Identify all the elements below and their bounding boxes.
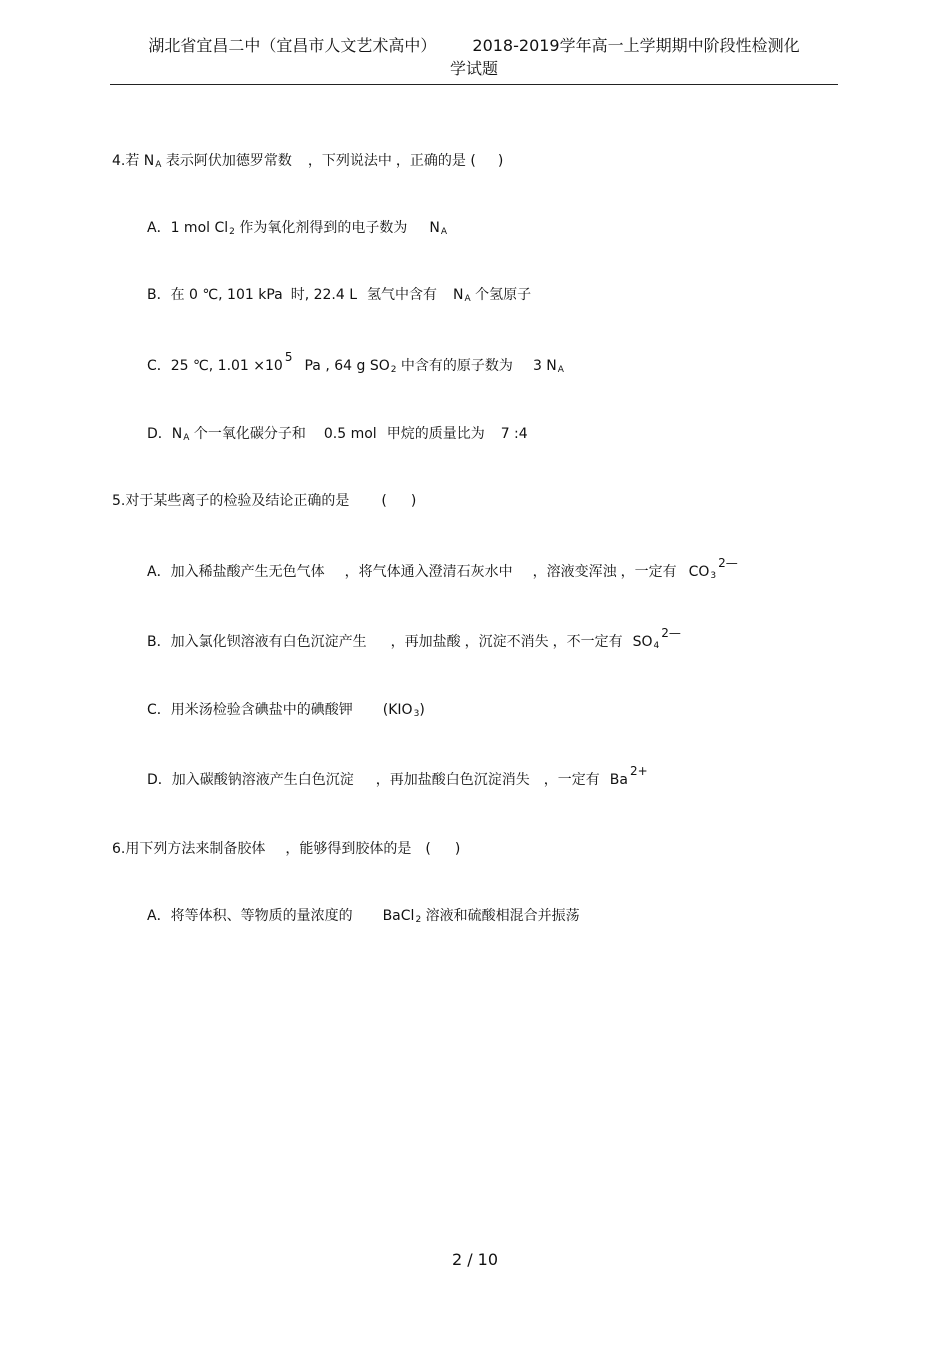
question-4-option-a [147,219,447,241]
subscript: 2 [415,915,422,925]
option-text: 中含有的原子数为 [396,358,513,374]
option-text: 个一氧化碳分子和 [189,426,306,442]
option-text: 3 N [532,358,557,374]
subscript: 3 [710,571,717,581]
option-text: B．在 0 ℃, 101 kPa [147,287,283,303]
q6-stem-part: ( [425,841,431,857]
q4-stem-part: 表示阿伏加德罗常数 [161,153,292,169]
q6-stem-part: ，能够得到胶体的是 [285,841,412,857]
option-text: ，再加盐酸白色沉淀消失 [375,772,530,788]
header-title-part2: 学试题 [449,59,498,78]
q4-stem-part: 4.若 N [112,153,155,169]
option-text: 作为氧化剂得到的电子数为 [234,220,408,236]
option-text: C．用米汤检验含碘盐中的碘酸钾 [147,702,353,718]
q4-stem-sub: A [155,160,162,170]
option-text: C．25 ℃, 1.01 ×10 [147,358,283,374]
q5-stem-part: ( [381,493,387,509]
subscript: A [440,227,447,237]
option-text: N [453,287,464,303]
option-text: ，沉淀不消失 [464,634,549,650]
subscript: A [557,365,564,375]
question-4-option-d [147,425,528,447]
option-text: ) [419,702,425,718]
subscript: 2 [390,365,397,375]
question-6-option-a [147,907,580,929]
subscript: 2 [229,227,235,237]
option-text: ，一定有 [620,564,677,580]
header-school: 湖北省宜昌二中（宜昌市人文艺术高中） [148,36,437,55]
option-text: ，溶液变浑浊 [532,564,617,580]
page-number: 2 / 10 [451,1250,499,1269]
question-5-stem [112,492,416,510]
option-text: A．将等体积、等物质的量浓度的 [147,908,353,924]
option-text: ，一定有 [543,772,600,788]
option-text: 0.5 mol [323,426,377,442]
header-title-part1: 2018-2019学年高一上学期期中阶段性检测化 [472,36,800,55]
superscript: 5 [284,350,293,364]
q4-stem-part: ，正确的是 ( [395,153,476,169]
option-text: 时, 22.4 L [290,287,358,303]
option-text: 7 :4 [500,426,528,442]
page-header [110,34,838,80]
option-text: A．加入稀盐酸产生无色气体 [147,564,325,580]
q6-stem-part: ) [454,841,461,857]
subscript: 4 [653,641,660,651]
question-4-stem [112,152,503,174]
superscript: 2— [718,556,738,570]
subscript: A [183,433,190,443]
option-text: CO [688,564,710,580]
q4-stem-part: ) [497,153,504,169]
header-divider [110,84,838,85]
option-text: 甲烷的质量比为 [386,426,485,442]
superscript: 2— [661,626,681,640]
subscript: 3 [413,709,420,719]
question-4-option-c [147,350,564,379]
q4-stem-part: ，下列说法中 [307,153,392,169]
option-text: ，将气体通入澄清石灰水中 [344,564,513,580]
option-text: A．1 mol Cl [147,220,229,236]
option-text: D．N [147,426,183,442]
option-text: 氢气中含有 [367,287,438,303]
option-text: N [429,220,440,236]
question-5-option-a [147,556,738,585]
q5-stem-part: ) [410,493,417,509]
option-text: 个氢原子 [470,287,532,303]
question-5-option-c [147,701,425,723]
option-text: BaCl [382,908,415,924]
question-5-option-d [147,764,648,789]
option-text: B．加入氯化钡溶液有白色沉淀产生 [147,634,367,650]
option-text: D．加入碳酸钠溶液产生白色沉淀 [147,772,354,788]
option-text: Pa , 64 g SO [304,358,390,374]
superscript: 2+ [629,764,648,778]
question-4-option-b [147,286,531,308]
option-text: Ba [609,772,628,788]
q5-stem-part: 5.对于某些离子的检验及结论正确的是 [112,493,350,509]
option-text: ，再加盐酸 [390,634,461,650]
option-text: ，不一定有 [552,634,623,650]
option-text: SO [632,634,653,650]
question-5-option-b [147,626,681,655]
subscript: A [464,294,471,304]
option-text: 溶液和硫酸相混合并振荡 [421,908,580,924]
q6-stem-part: 6.用下列方法来制备胶体 [112,841,266,857]
option-text: (KIO [382,702,413,718]
question-6-stem [112,840,460,858]
